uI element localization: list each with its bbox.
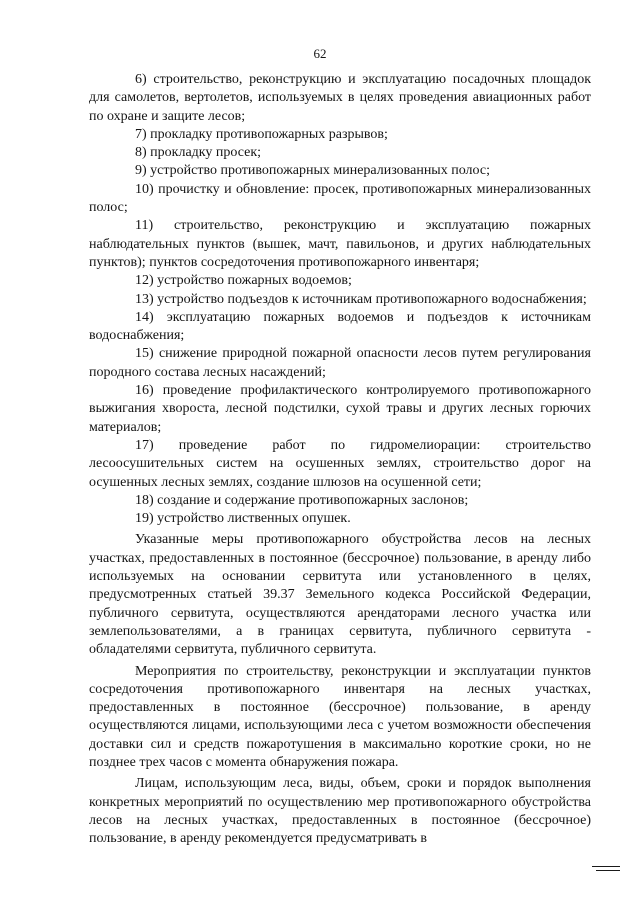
- list-item: 9) устройство противопожарных минерализованных полос;: [135, 163, 490, 179]
- list-item: 16) проведение профилактического контролируемого противопожарного выжигания хвороста, лесной подстилки, сухой травы и других лесных горючих материалов;: [89, 383, 591, 435]
- list-item: 18) создание и содержание противопожарных заслонов;: [135, 492, 469, 508]
- list-item: 12) устройство пожарных водоемов;: [135, 273, 352, 289]
- list-item: 13) устройство подъездов к источникам противопожарного водоснабжения;: [135, 291, 587, 307]
- list-item: 19) устройство лиственных опушек.: [135, 511, 351, 527]
- list-item: 17) проведение работ по гидромелиорации: строительство лесоосушительных систем на осушенных землях, строительство дорог на осушенных лесных землях, создание шлюзов на осушенной сети;: [89, 437, 591, 490]
- body-paragraph: Указанные меры противопожарного обустройства лесов на лесных участках, предоставленных в постоянное (бессрочное) пользование, в аренду либо используемых на основании сервитута или установленного в целях, предусмотренных статьей 39.37 Земельного кодекса Российской Федерации, публичного сервитута, осуществляются арендаторами лесного участка или землепользователями, а в границах сервитута, публичного сервитута - обладателями сервитута, публичного сервитута.: [89, 532, 591, 658]
- body-paragraph: Мероприятия по строительству, реконструкции и эксплуатации пунктов сосредоточения противопожарного инвентаря на лесных участках, предоставленных в постоянное (бессрочное) пользование, в аренду осуществляются лицами, использующими леса с учетом возможности обеспечения доставки сил и средств пожаротушения в максимально короткие сроки, но не позднее трех часов с момента обнаружения пожара.: [89, 663, 591, 770]
- list-item: 15) снижение природной пожарной опасности лесов путем регулирования породного состава лесных насаждений;: [89, 346, 591, 380]
- footer-rule: [592, 866, 620, 867]
- document-body: [89, 71, 591, 848]
- list-item: 11) строительство, реконструкцию и эксплуатацию пожарных наблюдательных пунктов (вышек, мачт, павильонов, и других наблюдательных пунктов); пунктов сосредоточения противопожарного инвентаря;: [89, 218, 591, 270]
- list-item: 10) прочистку и обновление: просек, противопожарных минерализованных полос;: [89, 181, 591, 216]
- list-item: 6) строительство, реконструкцию и эксплуатацию посадочных площадок для самолетов, вертолетов, используемых в целях проведения авиационных работ по охране и защите лесов;: [89, 72, 591, 124]
- list-item: 14) эксплуатацию пожарных водоемов и подъездов к источникам водоснабжения;: [89, 309, 591, 344]
- body-paragraph: Лицам, использующим леса, виды, объем, сроки и порядок выполнения конкретных мероприятий по осуществлению мер противопожарного обустройства лесов на лесных участках, предоставленных в постоянное (бессрочное) пользование, в аренду рекомендуется предусматривать в: [89, 776, 591, 847]
- list-item: 8) прокладку просек;: [135, 145, 262, 161]
- footer-rule: [596, 870, 620, 871]
- page-number: 62: [313, 46, 327, 61]
- list-item: 7) прокладку противопожарных разрывов;: [135, 126, 388, 142]
